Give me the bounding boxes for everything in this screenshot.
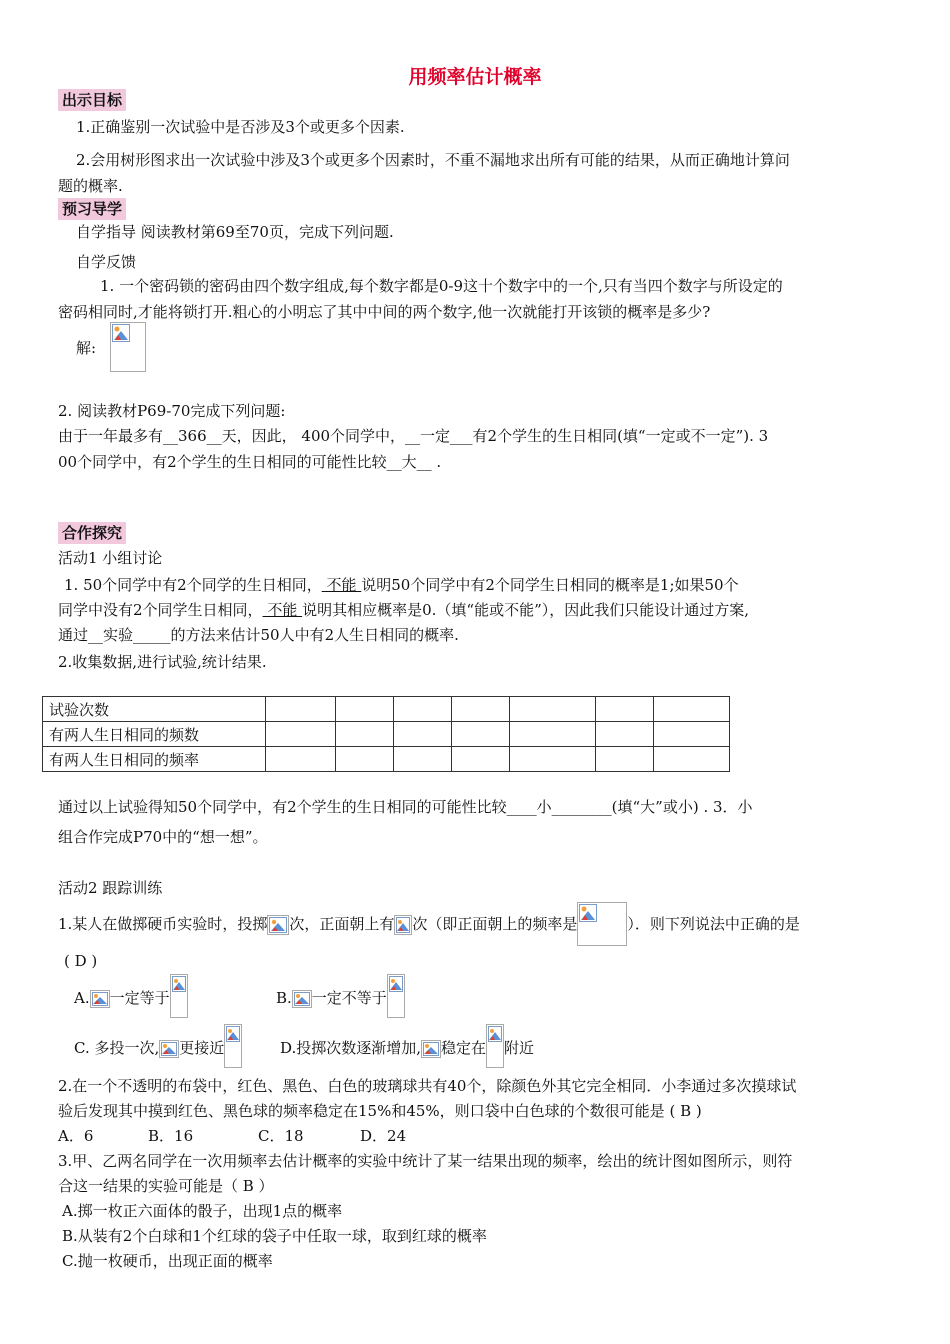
question-1-line2: 密码相同时,才能将锁打开.粗心的小明忘了其中中间的两个数字,他一次就能打开该锁的概率是多少? <box>58 303 711 321</box>
question-2-line2: 由于一年最多有__366__天，因此， 400个同学中，__一定___有2个学生的生日相同(填“一定或不一定”). 3 <box>58 427 769 445</box>
formula-image-icon <box>90 990 110 1008</box>
fraction-image-icon <box>486 1024 504 1068</box>
goal-1: 1.正确鉴别一次试验中是否涉及3个或更多个因素. <box>76 118 405 136</box>
goal-2-line1: 2.会用树形图求出一次试验中涉及3个或更多个因素时，不重不漏地求出所有可能的结果，从而正确地计算问 <box>76 151 790 169</box>
problem-3-option-b: B.从装有2个白球和1个红球的袋子中任取一球，取到红球的概率 <box>62 1227 487 1245</box>
blank-answer-2: 不能 <box>262 601 303 619</box>
section-preview-label: 预习导学 <box>58 198 126 220</box>
option-d-mid: 稳定在 <box>441 1039 487 1057</box>
table-cell <box>452 747 510 772</box>
formula-image-icon <box>159 1040 179 1058</box>
option-a-label: A. <box>74 989 90 1007</box>
fraction-image-icon <box>577 902 627 946</box>
table-row <box>43 697 730 722</box>
page-title: 用频率估计概率 <box>408 66 542 88</box>
table-cell <box>266 722 336 747</box>
table-cell <box>394 747 452 772</box>
problem-2-line2: 验后发现其中摸到红色、黑色球的频率稳定在15%和45%，则口袋中白色球的个数很可能是 ( B ) <box>58 1102 702 1120</box>
section-coop-label: 合作探究 <box>58 522 126 544</box>
table-cell <box>452 697 510 722</box>
option-a-text: 一定等于 <box>109 989 170 1007</box>
table-cell <box>336 747 394 772</box>
section-goals-label: 出示目标 <box>58 89 126 111</box>
option-d <box>280 1036 534 1068</box>
problem-1-answer: ( D ) <box>64 952 98 970</box>
question-1-line1: 1. 一个密码锁的密码由四个数字组成,每个数字都是0-9这十个数字中的一个,只有当四个数字与所设定的 <box>100 277 783 295</box>
problem-3-option-c: C.抛一枚硬币，出现正面的概率 <box>62 1252 273 1270</box>
activity-1-title: 活动1 小组讨论 <box>58 549 163 567</box>
problem-3-line1: 3.甲、乙两名同学在一次用频率去估计概率的实验中统计了某一结果出现的频率，绘出的统计图如图所示，则符 <box>58 1152 793 1170</box>
table-cell <box>394 697 452 722</box>
activity-1-line1-post: 说明50个同学中有2个同学生日相同的概率是1;如果50个 <box>361 576 739 594</box>
table-cell <box>452 722 510 747</box>
table-cell <box>596 722 654 747</box>
problem-1-part-a: 1.某人在做掷硬币实验时，投掷 <box>58 915 268 933</box>
table-cell <box>596 697 654 722</box>
activity-1-line1 <box>64 575 739 595</box>
answer-jie: 解: <box>76 339 97 357</box>
table-cell <box>394 722 452 747</box>
option-b-label: B. <box>276 989 292 1007</box>
table-row-header: 有两人生日相同的频率 <box>43 747 266 772</box>
activity-1-line2-pre: 同学中没有2个同学生日相同， <box>58 601 263 619</box>
option-c <box>74 1036 242 1068</box>
table-cell <box>510 747 596 772</box>
problem-2-option-d: D．24 <box>360 1127 407 1145</box>
table-cell <box>510 697 596 722</box>
option-b-text: 一定不等于 <box>311 989 387 1007</box>
option-d-text: D.投掷次数逐渐增加, <box>280 1039 422 1057</box>
activity-1-line2 <box>58 600 749 620</box>
experiment-table <box>42 696 730 772</box>
table-cell <box>654 697 730 722</box>
problem-1-part-c: 次（即正面朝上的频率是 <box>412 915 578 933</box>
broken-image-icon <box>110 322 146 372</box>
problem-1-part-b: 次，正面朝上有 <box>289 915 395 933</box>
fraction-image-icon <box>224 1024 242 1068</box>
fraction-image-icon <box>387 974 405 1018</box>
problem-2-option-b: B．16 <box>148 1127 194 1145</box>
problem-2-option-c: C．18 <box>258 1127 304 1145</box>
problem-3-option-a: A.掷一枚正六面体的骰子，出现1点的概率 <box>62 1202 343 1220</box>
question-2-line3: 00个同学中，有2个学生的生日相同的可能性比较__大__ . <box>58 453 442 471</box>
table-cell <box>596 747 654 772</box>
problem-1-line1 <box>58 912 800 946</box>
conclusion-line1: 通过以上试验得知50个同学中，有2个学生的生日相同的可能性比较____小________(填“大”或小) . 3．小 <box>58 798 753 816</box>
activity-2-title: 活动2 跟踪训练 <box>58 879 163 897</box>
problem-3-line2: 合这一结果的实验可能是（ B ） <box>58 1177 274 1195</box>
table-cell <box>654 747 730 772</box>
conclusion-line2: 组合作完成P70中的“想一想”。 <box>58 828 268 846</box>
table-cell <box>266 697 336 722</box>
table-cell <box>654 722 730 747</box>
activity-1-line2-post: 说明其相应概率是0.（填“能或不能”），因此我们只能设计通过方案, <box>302 601 750 619</box>
option-d-post: 附近 <box>504 1039 535 1057</box>
self-study-guide: 自学指导 阅读教材第69至70页，完成下列问题. <box>76 223 394 241</box>
problem-2-line1: 2.在一个不透明的布袋中，红色、黑色、白色的玻璃球共有40个，除颜色外其它完全相同．小李通过多次摸球试 <box>58 1077 797 1095</box>
table-cell <box>336 697 394 722</box>
activity-1-line1-pre: 1. 50个同学中有2个同学的生日相同， <box>64 576 322 594</box>
fraction-image-icon <box>170 974 188 1018</box>
formula-image-icon <box>421 1040 441 1058</box>
activity-1-line3: 通过__实验_____的方法来估计50人中有2人生日相同的概率. <box>58 626 459 644</box>
table-row-header: 试验次数 <box>43 697 266 722</box>
formula-image-icon <box>267 915 289 935</box>
blank-answer-1: 不能 <box>321 576 362 594</box>
table-row-header: 有两人生日相同的频数 <box>43 722 266 747</box>
formula-image-icon <box>292 990 312 1008</box>
goal-2-line2: 题的概率. <box>58 177 123 195</box>
option-a <box>74 986 188 1018</box>
table-cell <box>510 722 596 747</box>
formula-image-icon <box>394 915 412 935</box>
activity-1-line4: 2.收集数据,进行试验,统计结果. <box>58 653 267 671</box>
option-c-mid: 更接近 <box>179 1039 225 1057</box>
table-cell <box>266 747 336 772</box>
option-c-text: C. 多投一次, <box>74 1039 160 1057</box>
option-b <box>276 986 405 1018</box>
table-row <box>43 747 730 772</box>
table-row <box>43 722 730 747</box>
table-cell <box>336 722 394 747</box>
problem-1-part-d: ）．则下列说法中正确的是 <box>627 915 800 933</box>
problem-2-option-a: A．6 <box>58 1127 94 1145</box>
self-study-feedback: 自学反馈 <box>76 253 137 271</box>
question-2: 2. 阅读教材P69-70完成下列问题: <box>58 402 286 420</box>
